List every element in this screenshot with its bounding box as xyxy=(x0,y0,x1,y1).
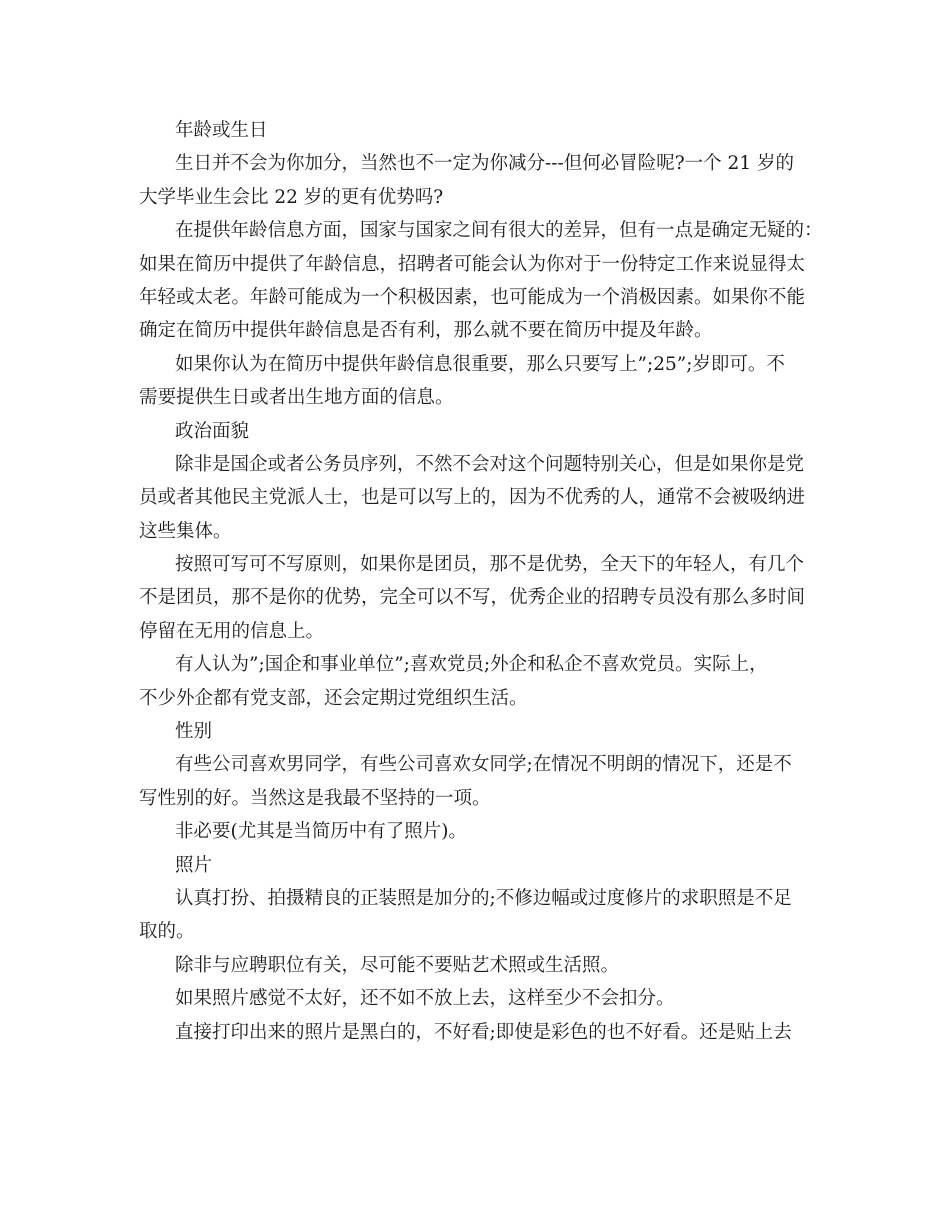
paragraph-start-line: 认真打扮、拍摄精良的正装照是加分的;不修边幅或过度修片的求职照是不足 xyxy=(175,887,792,909)
paragraph-line: 需要提供生日或者出生地方面的信息。 xyxy=(139,387,454,409)
paragraph-start-line: 如果照片感觉不太好，还不如不放上去，这样至少不会扣分。 xyxy=(175,988,675,1010)
paragraph-start-line: 有人认为”;国企和事业单位”;喜欢党员;外企和私企不喜欢党员。实际上， xyxy=(175,654,768,676)
paragraph-start-line: 如果你认为在简历中提供年龄信息很重要，那么只要写上”;25”;岁即可。不 xyxy=(175,353,785,375)
paragraph-start-line: 在提供年龄信息方面，国家与国家之间有很大的差异，但有一点是确定无疑的： xyxy=(175,220,823,242)
paragraph-line: 年轻或太老。年龄可能成为一个积极因素，也可能成为一个消极因素。如果你不能 xyxy=(139,286,806,308)
paragraph-start-line: 直接打印出来的照片是黑白的，不好看;即使是彩色的也不好看。还是贴上去 xyxy=(175,1021,792,1043)
paragraph-start-line: 照片 xyxy=(175,854,213,876)
paragraph-start-line: 年龄或生日 xyxy=(175,120,268,141)
paragraph-line: 不是团员，那不是你的优势，完全可以不写，优秀企业的招聘专员没有那么多时间 xyxy=(139,587,806,609)
paragraph-line: 大学毕业生会比 22 岁的更有优势吗? xyxy=(139,186,444,208)
paragraph-start-line: 非必要(尤其是当简历中有了照片)。 xyxy=(175,821,467,843)
paragraph-line: 不少外企都有党支部，还会定期过党组织生活。 xyxy=(139,687,528,709)
document-body xyxy=(139,114,823,1049)
paragraph-line: 停留在无用的信息上。 xyxy=(139,620,325,642)
paragraph-start-line: 政治面貌 xyxy=(175,420,250,442)
paragraph-start-line: 按照可写可不写原则，如果你是团员，那不是优势，全天下的年轻人，有几个 xyxy=(175,554,805,576)
paragraph-line: 写性别的好。当然这是我最不坚持的一项。 xyxy=(139,787,491,809)
paragraph-start-line: 性别 xyxy=(175,721,213,743)
paragraph-line: 取的。 xyxy=(139,921,195,943)
paragraph-start-line: 除非是国企或者公务员序列，不然不会对这个问题特别关心，但是如果你是党 xyxy=(175,453,805,475)
paragraph-line: 确定在简历中提供年龄信息是否有利，那么就不要在简历中提及年龄。 xyxy=(139,320,713,342)
paragraph-start-line: 除非与应聘职位有关，尽可能不要贴艺术照或生活照。 xyxy=(175,954,620,976)
paragraph-line: 这些集体。 xyxy=(139,520,232,542)
paragraph-start-line: 生日并不会为你加分，当然也不一定为你减分---但何必冒险呢?一个 21 岁的 xyxy=(175,153,794,175)
paragraph-start-line: 有些公司喜欢男同学，有些公司喜欢女同学;在情况不明朗的情况下，还是不 xyxy=(175,754,792,776)
paragraph-line: 员或者其他民主党派人士，也是可以写上的，因为不优秀的人，通常不会被吸纳进 xyxy=(139,487,806,509)
paragraph-line: 如果在简历中提供了年龄信息，招聘者可能会认为你对于一份特定工作来说显得太 xyxy=(139,253,806,275)
